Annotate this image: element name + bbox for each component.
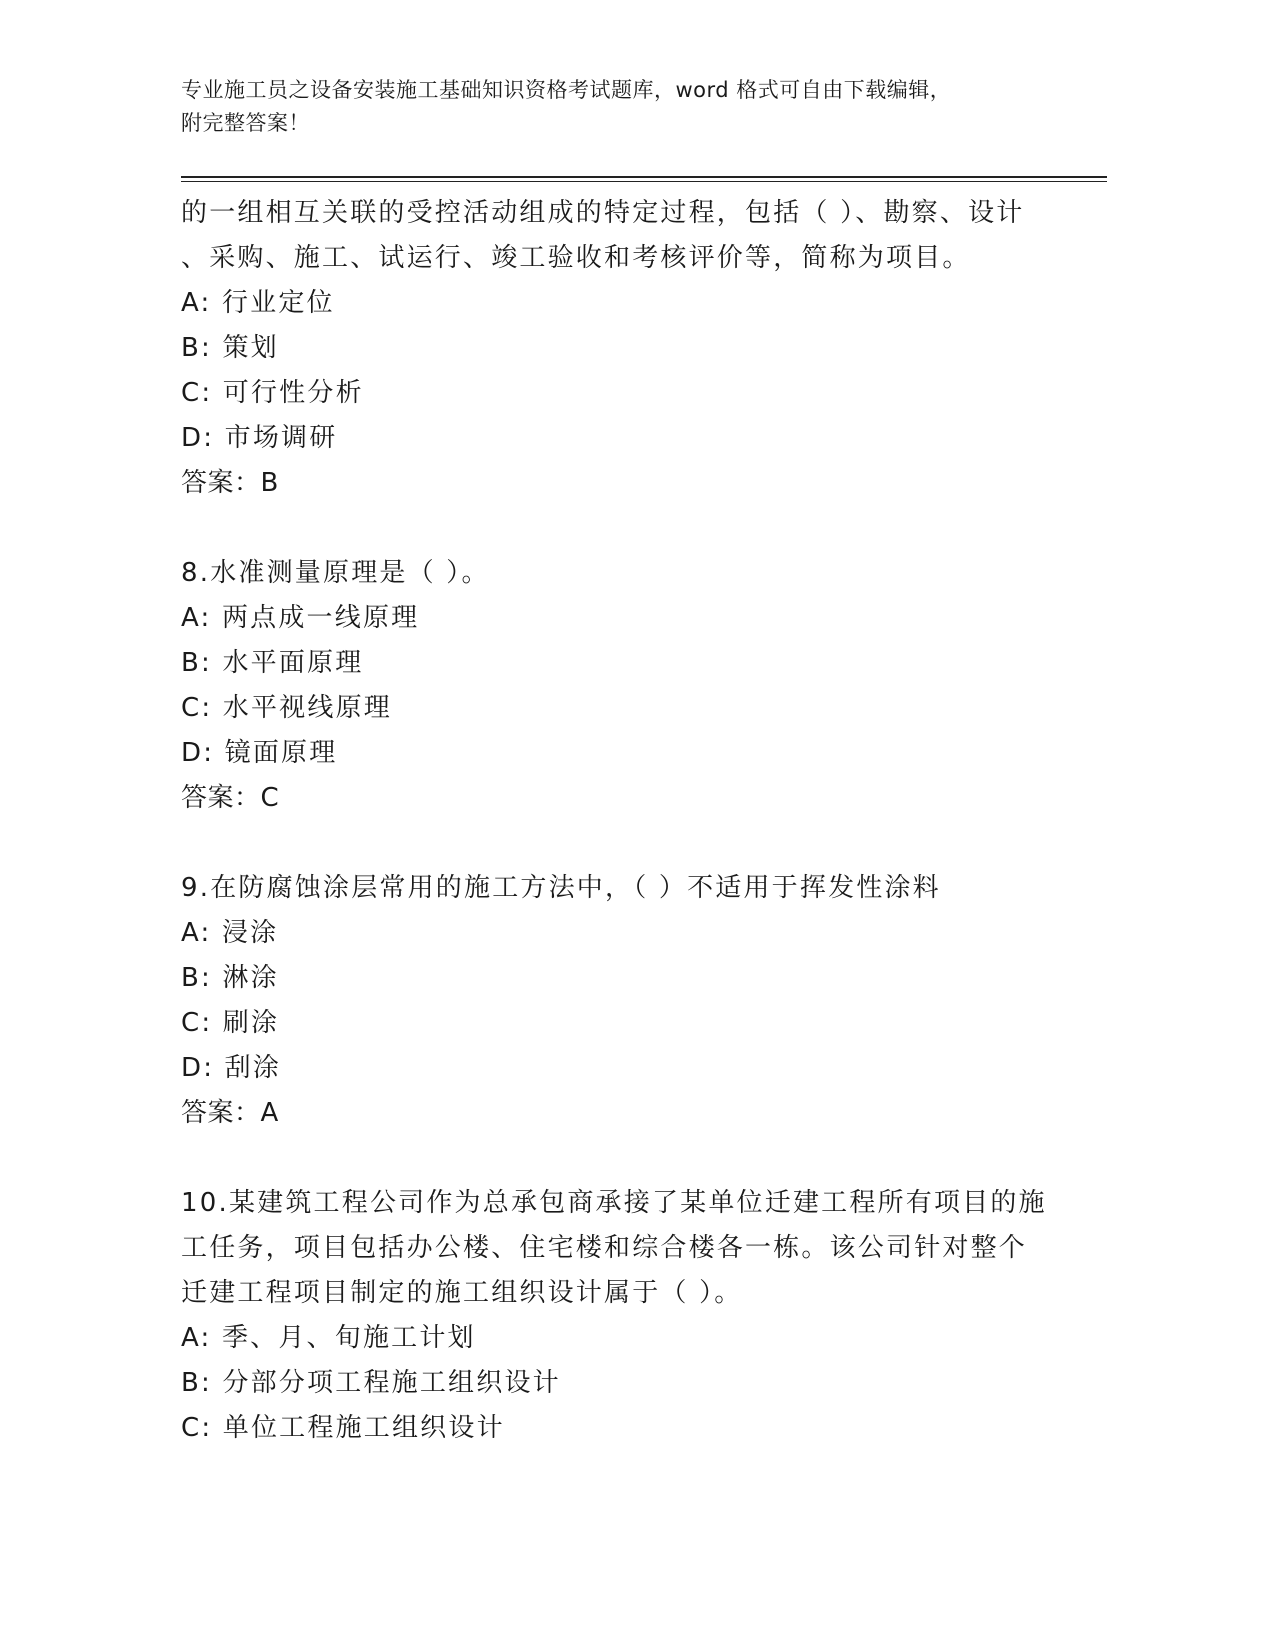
answer: 答案：A xyxy=(181,1098,279,1128)
option-d: D: 市场调研 xyxy=(181,423,338,453)
question-text-line: 8.水准测量原理是（ ）。 xyxy=(181,558,490,588)
option-b: B: 策划 xyxy=(181,333,279,363)
question-text-line: 、采购、施工、试运行、竣工验收和考核评价等，简称为项目。 xyxy=(181,243,971,273)
option-c: C: 水平视线原理 xyxy=(181,693,392,723)
option-c: C: 单位工程施工组织设计 xyxy=(181,1413,505,1443)
question-8 xyxy=(181,551,1111,821)
question-text-line: 迁建工程项目制定的施工组织设计属于（ ）。 xyxy=(181,1278,743,1308)
question-text-line: 10.某建筑工程公司作为总承包商承接了某单位迁建工程所有项目的施 xyxy=(181,1188,1047,1218)
option-b: B: 分部分项工程施工组织设计 xyxy=(181,1368,561,1398)
question-10 xyxy=(181,1181,1111,1451)
option-c: C: 可行性分析 xyxy=(181,378,364,408)
option-a: A: 季、月、旬施工计划 xyxy=(181,1323,476,1353)
question-9 xyxy=(181,866,1111,1136)
option-d: D: 刮涂 xyxy=(181,1053,282,1083)
option-b: B: 水平面原理 xyxy=(181,648,364,678)
answer: 答案：C xyxy=(181,783,280,813)
header-line-2: 附完整答案！ xyxy=(181,111,310,135)
option-a: A: 行业定位 xyxy=(181,288,335,318)
option-a: A: 浸涂 xyxy=(181,918,279,948)
spacer xyxy=(181,821,1111,866)
page-header xyxy=(181,74,1051,140)
header-divider xyxy=(181,176,1107,182)
answer: 答案：B xyxy=(181,468,279,498)
question-7 xyxy=(181,191,1111,506)
header-line-1: 专业施工员之设备安装施工基础知识资格考试题库，word 格式可自由下载编辑， xyxy=(181,78,952,102)
question-text-line: 工任务，项目包括办公楼、住宅楼和综合楼各一栋。该公司针对整个 xyxy=(181,1233,1028,1263)
option-b: B: 淋涂 xyxy=(181,963,279,993)
question-text-line: 的一组相互关联的受控活动组成的特定过程，包括（ ）、勘察、设计 xyxy=(181,198,1025,228)
spacer xyxy=(181,506,1111,551)
question-text-line: 9.在防腐蚀涂层常用的施工方法中，（ ）不适用于挥发性涂料 xyxy=(181,873,941,903)
option-a: A: 两点成一线原理 xyxy=(181,603,420,633)
option-c: C: 刷涂 xyxy=(181,1008,280,1038)
option-d: D: 镜面原理 xyxy=(181,738,338,768)
spacer xyxy=(181,1136,1111,1181)
question-list xyxy=(181,191,1111,1451)
